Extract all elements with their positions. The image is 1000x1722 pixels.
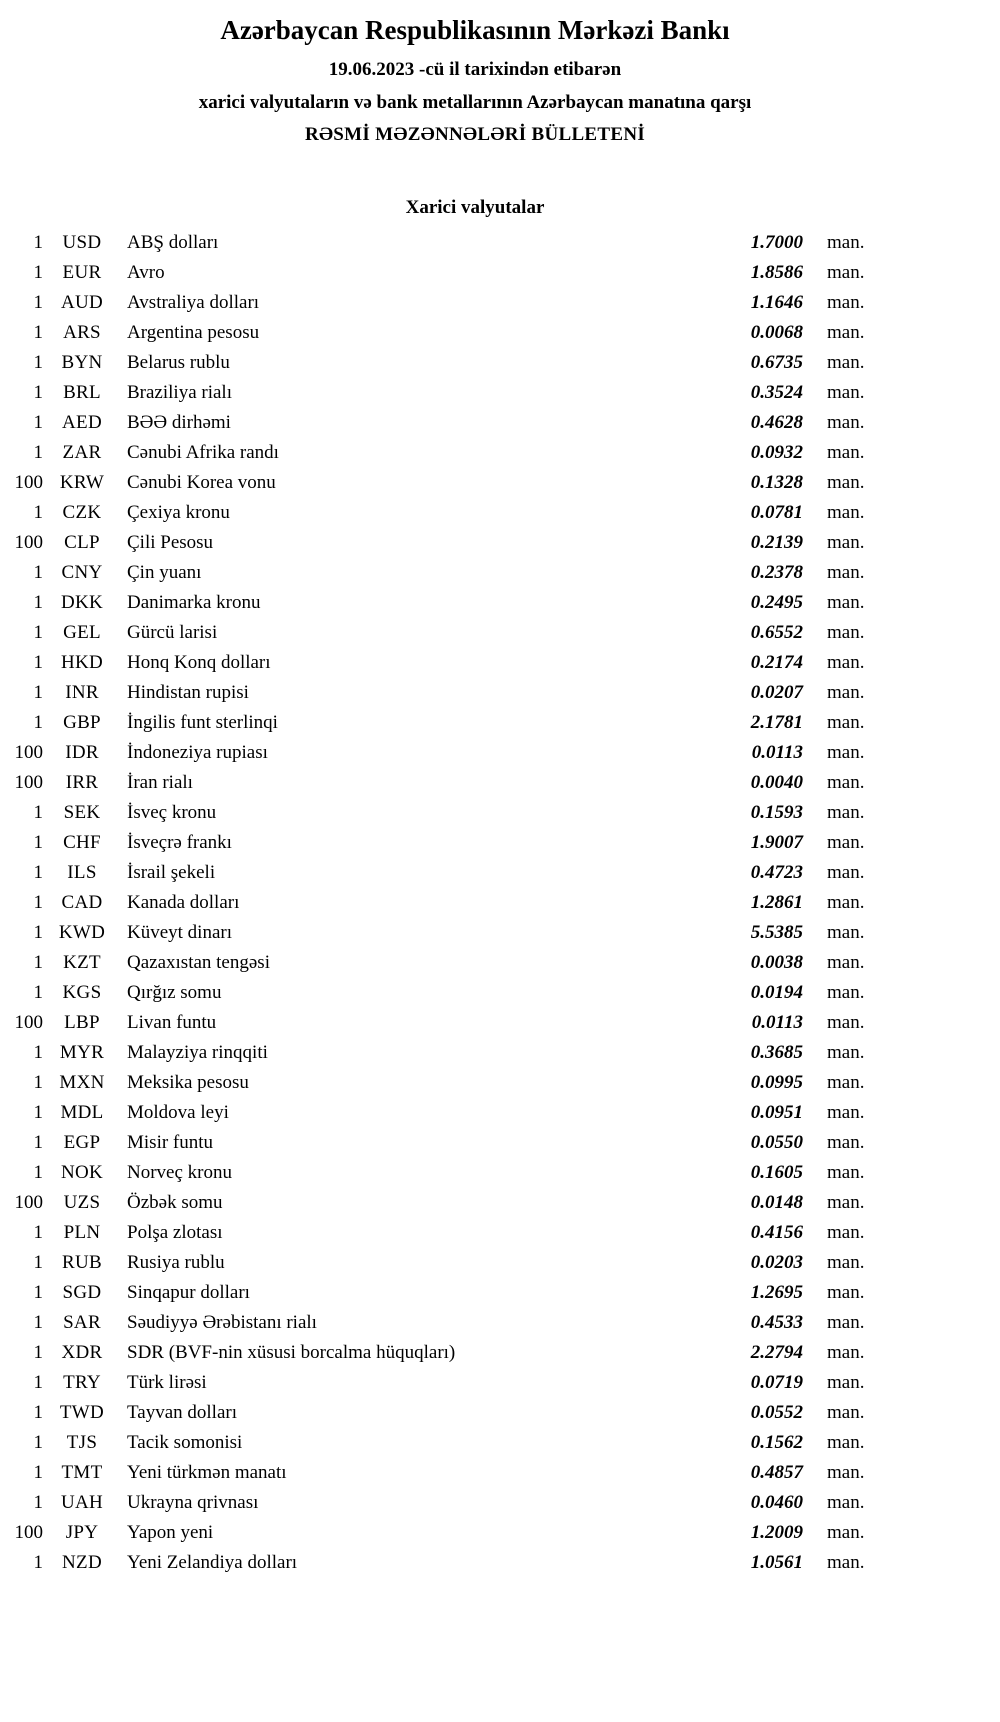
currency-row (8, 468, 877, 498)
row-rate: 0.2139 (750, 531, 803, 553)
row-quantity: 100 (14, 531, 43, 553)
row-currency-name: Misir funtu (127, 1131, 214, 1153)
row-currency-code: KRW (59, 471, 105, 493)
row-unit: man. (827, 1281, 865, 1303)
row-currency-name: Danimarka kronu (127, 591, 261, 613)
row-quantity: 1 (33, 801, 43, 823)
row-currency-name: Yeni türkmən manatı (127, 1461, 287, 1483)
page-title: Azərbaycan Respublikasının Mərkəzi Bankı (220, 15, 730, 45)
row-unit: man. (827, 891, 865, 913)
row-rate: 1.1646 (750, 291, 803, 313)
row-unit: man. (827, 1101, 865, 1123)
row-rate: 0.4156 (750, 1221, 803, 1243)
row-currency-name: Tayvan dolları (127, 1401, 237, 1423)
currency-row (8, 768, 877, 798)
row-currency-code: EUR (62, 261, 102, 283)
row-rate: 0.0038 (750, 951, 803, 973)
row-currency-code: AUD (60, 291, 104, 313)
row-unit: man. (827, 561, 865, 583)
row-rate: 0.4857 (750, 1461, 803, 1483)
row-currency-code: BRL (63, 381, 101, 403)
currency-row (8, 228, 877, 258)
row-currency-name: Gürcü larisi (127, 621, 218, 643)
row-currency-name: Qazaxıstan tengəsi (127, 951, 270, 973)
row-unit: man. (827, 231, 865, 253)
row-currency-name: Ukrayna qrivnası (127, 1491, 259, 1513)
row-quantity: 1 (33, 291, 43, 313)
currency-row (8, 1188, 877, 1218)
row-quantity: 1 (33, 1251, 43, 1273)
row-quantity: 1 (33, 501, 43, 523)
currency-row (8, 1128, 877, 1158)
bulletin-title-line: RƏSMİ MƏZƏNNƏLƏRİ BÜLLETENİ (304, 123, 646, 145)
row-quantity: 1 (33, 1551, 43, 1573)
row-unit: man. (827, 1311, 865, 1333)
row-currency-name: Küveyt dinarı (127, 921, 233, 943)
currency-row (8, 678, 877, 708)
row-quantity: 1 (33, 1101, 43, 1123)
row-currency-name: Belarus rublu (127, 351, 230, 373)
row-rate: 1.2009 (750, 1521, 803, 1543)
row-quantity: 1 (33, 1431, 43, 1453)
row-rate: 0.0932 (750, 441, 803, 463)
row-currency-code: ILS (67, 861, 97, 883)
currency-row (8, 408, 877, 438)
row-unit: man. (827, 771, 865, 793)
row-unit: man. (827, 501, 865, 523)
row-currency-code: DKK (60, 591, 104, 613)
row-currency-code: NZD (62, 1551, 102, 1573)
row-currency-name: Rusiya rublu (127, 1251, 225, 1273)
currency-row (8, 1308, 877, 1338)
currency-row (8, 1428, 877, 1458)
row-rate: 0.2378 (750, 561, 803, 583)
row-rate: 1.7000 (750, 231, 803, 253)
effective-date-line: 19.06.2023 -cü il tarixindən etibarən (328, 59, 622, 81)
row-rate: 0.0460 (750, 1491, 803, 1513)
row-currency-name: Livan funtu (127, 1011, 217, 1033)
row-quantity: 1 (33, 231, 43, 253)
row-currency-name: Çexiya kronu (127, 501, 230, 523)
row-quantity: 1 (33, 1131, 43, 1153)
row-currency-name: Çin yuanı (127, 561, 202, 583)
row-quantity: 1 (33, 891, 43, 913)
row-quantity: 1 (33, 1071, 43, 1093)
row-currency-code: EGP (63, 1131, 101, 1153)
row-quantity: 1 (33, 441, 43, 463)
row-quantity: 1 (33, 1311, 43, 1333)
row-unit: man. (827, 291, 865, 313)
currency-row (8, 1218, 877, 1248)
row-currency-name: SDR (BVF-nin xüsusi borcalma hüquqları) (127, 1341, 456, 1363)
row-currency-code: CHF (63, 831, 101, 853)
row-unit: man. (827, 531, 865, 553)
row-currency-code: XDR (61, 1341, 103, 1363)
row-rate: 0.0550 (750, 1131, 803, 1153)
row-rate: 5.5385 (750, 921, 803, 943)
row-currency-code: CZK (62, 501, 102, 523)
row-currency-code: ARS (63, 321, 101, 343)
row-quantity: 1 (33, 1491, 43, 1513)
row-currency-name: İngilis funt sterlinqi (127, 711, 278, 733)
subject-line: xarici valyutaların və bank metallarının Azərbaycan manatına qarşı (198, 92, 752, 114)
row-rate: 0.0995 (750, 1071, 803, 1093)
row-unit: man. (827, 351, 865, 373)
currency-row (8, 948, 877, 978)
row-rate: 0.0552 (750, 1401, 803, 1423)
currency-row (8, 288, 877, 318)
row-currency-code: TWD (59, 1401, 105, 1423)
row-unit: man. (827, 1401, 865, 1423)
row-quantity: 1 (33, 321, 43, 343)
row-rate: 0.4723 (750, 861, 803, 883)
row-currency-code: KZT (63, 951, 101, 973)
row-currency-code: JPY (65, 1521, 99, 1543)
row-currency-code: SGD (62, 1281, 102, 1303)
currency-row (8, 918, 877, 948)
row-rate: 0.3685 (750, 1041, 803, 1063)
row-currency-code: CNY (61, 561, 103, 583)
row-rate: 0.4628 (750, 411, 803, 433)
row-quantity: 1 (33, 831, 43, 853)
row-currency-name: Yapon yeni (127, 1521, 214, 1543)
row-rate: 0.0113 (751, 741, 803, 763)
row-unit: man. (827, 1491, 865, 1513)
currency-row (8, 558, 877, 588)
currency-row (8, 1068, 877, 1098)
row-quantity: 1 (33, 981, 43, 1003)
row-unit: man. (827, 1161, 865, 1183)
row-currency-name: İsrail şekeli (127, 861, 216, 883)
currency-row (8, 348, 877, 378)
currency-row (8, 1248, 877, 1278)
currency-row (8, 798, 877, 828)
row-rate: 0.1562 (750, 1431, 803, 1453)
row-quantity: 1 (33, 921, 43, 943)
currency-row (8, 498, 877, 528)
currency-row (8, 1518, 877, 1548)
row-currency-name: Qırğız somu (127, 981, 222, 1003)
currency-row (8, 1368, 877, 1398)
row-unit: man. (827, 1131, 865, 1153)
row-currency-code: LBP (64, 1011, 100, 1033)
row-unit: man. (827, 591, 865, 613)
currency-row (8, 438, 877, 468)
row-unit: man. (827, 381, 865, 403)
row-currency-code: MYR (59, 1041, 105, 1063)
currency-row (8, 1158, 877, 1188)
row-currency-code: KGS (62, 981, 102, 1003)
row-unit: man. (827, 801, 865, 823)
row-unit: man. (827, 1371, 865, 1393)
row-currency-code: INR (65, 681, 99, 703)
row-currency-code: MXN (59, 1071, 105, 1093)
row-rate: 0.2495 (750, 591, 803, 613)
row-rate: 1.2695 (750, 1281, 803, 1303)
row-quantity: 100 (14, 771, 43, 793)
row-quantity: 1 (33, 261, 43, 283)
row-currency-name: Özbək somu (127, 1191, 223, 1213)
row-quantity: 1 (33, 1221, 43, 1243)
row-unit: man. (827, 921, 865, 943)
currency-row (8, 1338, 877, 1368)
row-rate: 2.1781 (750, 711, 803, 733)
row-currency-name: İran rialı (127, 771, 193, 793)
row-rate: 0.0781 (750, 501, 803, 523)
row-currency-name: Polşa zlotası (127, 1221, 223, 1243)
currency-row (8, 828, 877, 858)
row-unit: man. (827, 1461, 865, 1483)
row-unit: man. (827, 681, 865, 703)
row-quantity: 100 (14, 1011, 43, 1033)
currency-row (8, 1458, 877, 1488)
row-currency-name: Meksika pesosu (127, 1071, 249, 1093)
currency-row (8, 618, 877, 648)
row-currency-name: Cənubi Korea vonu (127, 471, 276, 493)
row-rate: 0.0719 (750, 1371, 803, 1393)
row-rate: 0.1328 (750, 471, 803, 493)
row-unit: man. (827, 741, 865, 763)
row-quantity: 1 (33, 711, 43, 733)
row-quantity: 100 (14, 471, 43, 493)
row-currency-code: SAR (63, 1311, 101, 1333)
row-currency-name: Çili Pesosu (127, 531, 214, 553)
row-rate: 1.0561 (750, 1551, 803, 1573)
row-quantity: 1 (33, 621, 43, 643)
row-currency-name: Türk lirəsi (127, 1371, 207, 1393)
currency-row (8, 528, 877, 558)
row-quantity: 1 (33, 411, 43, 433)
row-currency-name: Səudiyyə Ərəbistanı rialı (127, 1311, 317, 1333)
row-currency-code: IDR (65, 741, 99, 763)
row-unit: man. (827, 1071, 865, 1093)
currency-row (8, 1038, 877, 1068)
currency-row (8, 1488, 877, 1518)
row-unit: man. (827, 441, 865, 463)
row-currency-code: TJS (66, 1431, 98, 1453)
row-currency-name: Cənubi Afrika randı (127, 441, 279, 463)
row-currency-name: ABŞ dolları (127, 231, 219, 253)
row-currency-code: MDL (60, 1101, 104, 1123)
currency-row (8, 738, 877, 768)
row-currency-code: SEK (63, 801, 101, 823)
row-currency-name: İsveç kronu (127, 801, 217, 823)
row-quantity: 1 (33, 591, 43, 613)
row-unit: man. (827, 1221, 865, 1243)
row-unit: man. (827, 1521, 865, 1543)
row-rate: 0.0068 (750, 321, 803, 343)
row-quantity: 1 (33, 1341, 43, 1363)
row-unit: man. (827, 1011, 865, 1033)
row-currency-code: CLP (64, 531, 100, 553)
currency-row (8, 588, 877, 618)
currency-row (8, 258, 877, 288)
row-currency-name: BƏƏ dirhəmi (127, 411, 231, 433)
row-quantity: 1 (33, 1041, 43, 1063)
currency-row (8, 1548, 877, 1578)
row-currency-name: Sinqapur dolları (127, 1281, 250, 1303)
row-quantity: 100 (14, 1191, 43, 1213)
row-rate: 0.2174 (750, 651, 803, 673)
row-quantity: 1 (33, 1401, 43, 1423)
row-rate: 0.6552 (750, 621, 803, 643)
row-unit: man. (827, 1041, 865, 1063)
row-unit: man. (827, 321, 865, 343)
currency-row (8, 378, 877, 408)
row-rate: 0.0113 (751, 1011, 803, 1033)
section-title-foreign-currencies: Xarici valyutalar (405, 196, 545, 218)
row-rate: 0.0951 (750, 1101, 803, 1123)
row-quantity: 1 (33, 351, 43, 373)
row-rate: 0.1593 (750, 801, 803, 823)
row-rate: 0.4533 (750, 1311, 803, 1333)
row-currency-name: Avstraliya dolları (127, 291, 260, 313)
row-currency-name: Tacik somonisi (127, 1431, 243, 1453)
row-unit: man. (827, 1191, 865, 1213)
row-rate: 0.3524 (750, 381, 803, 403)
row-currency-name: Moldova leyi (127, 1101, 229, 1123)
row-currency-code: KWD (58, 921, 106, 943)
row-currency-name: Argentina pesosu (127, 321, 260, 343)
row-currency-code: USD (62, 231, 102, 253)
row-quantity: 1 (33, 1371, 43, 1393)
row-quantity: 100 (14, 741, 43, 763)
row-unit: man. (827, 471, 865, 493)
row-unit: man. (827, 411, 865, 433)
row-currency-code: TMT (61, 1461, 103, 1483)
row-currency-name: Yeni Zelandiya dolları (127, 1551, 298, 1573)
row-unit: man. (827, 981, 865, 1003)
row-currency-name: İsveçrə frankı (127, 831, 232, 853)
row-currency-code: CAD (61, 891, 103, 913)
currency-row (8, 978, 877, 1008)
row-currency-code: IRR (65, 771, 99, 793)
row-quantity: 1 (33, 1281, 43, 1303)
currency-row (8, 1008, 877, 1038)
row-currency-code: TRY (63, 1371, 101, 1393)
row-rate: 1.8586 (750, 261, 803, 283)
row-rate: 1.9007 (750, 831, 803, 853)
row-quantity: 1 (33, 1461, 43, 1483)
row-currency-name: Braziliya rialı (127, 381, 232, 403)
row-unit: man. (827, 861, 865, 883)
row-unit: man. (827, 951, 865, 973)
row-currency-code: BYN (61, 351, 103, 373)
row-currency-code: AED (62, 411, 102, 433)
row-rate: 1.2861 (750, 891, 803, 913)
row-rate: 0.0194 (750, 981, 803, 1003)
row-unit: man. (827, 1251, 865, 1273)
row-currency-code: NOK (60, 1161, 104, 1183)
row-currency-name: Hindistan rupisi (127, 681, 249, 703)
row-rate: 0.0203 (750, 1251, 803, 1273)
row-unit: man. (827, 1551, 865, 1573)
currency-row (8, 1098, 877, 1128)
row-currency-code: UZS (63, 1191, 101, 1213)
row-unit: man. (827, 651, 865, 673)
row-rate: 0.0040 (750, 771, 803, 793)
row-unit: man. (827, 1341, 865, 1363)
row-currency-name: Malayziya rinqqiti (127, 1041, 268, 1063)
row-quantity: 1 (33, 681, 43, 703)
row-currency-code: PLN (63, 1221, 101, 1243)
row-currency-name: İndoneziya rupiası (127, 741, 268, 763)
row-currency-name: Kanada dolları (127, 891, 240, 913)
row-rate: 0.0148 (750, 1191, 803, 1213)
row-rate: 0.1605 (750, 1161, 803, 1183)
currency-row (8, 858, 877, 888)
currency-row (8, 648, 877, 678)
row-quantity: 1 (33, 651, 43, 673)
row-quantity: 1 (33, 1161, 43, 1183)
row-currency-code: GEL (63, 621, 101, 643)
currency-row (8, 1278, 877, 1308)
row-currency-name: Norveç kronu (127, 1161, 232, 1183)
row-quantity: 1 (33, 951, 43, 973)
row-quantity: 1 (33, 381, 43, 403)
row-unit: man. (827, 261, 865, 283)
row-currency-code: UAH (60, 1491, 104, 1513)
row-rate: 0.6735 (750, 351, 803, 373)
row-unit: man. (827, 831, 865, 853)
row-unit: man. (827, 711, 865, 733)
row-quantity: 1 (33, 861, 43, 883)
currency-row (8, 318, 877, 348)
currency-row (8, 708, 877, 738)
row-currency-code: ZAR (62, 441, 102, 463)
row-rate: 0.0207 (750, 681, 803, 703)
rates-table-body (8, 228, 877, 1578)
row-currency-name: Avro (127, 261, 165, 283)
row-currency-code: HKD (60, 651, 104, 673)
row-quantity: 100 (14, 1521, 43, 1543)
row-rate: 2.2794 (750, 1341, 803, 1363)
currency-row (8, 1398, 877, 1428)
row-unit: man. (827, 621, 865, 643)
row-currency-code: RUB (62, 1251, 102, 1273)
row-currency-code: GBP (63, 711, 101, 733)
row-unit: man. (827, 1431, 865, 1453)
row-quantity: 1 (33, 561, 43, 583)
row-currency-name: Honq Konq dolları (127, 651, 271, 673)
currency-row (8, 888, 877, 918)
